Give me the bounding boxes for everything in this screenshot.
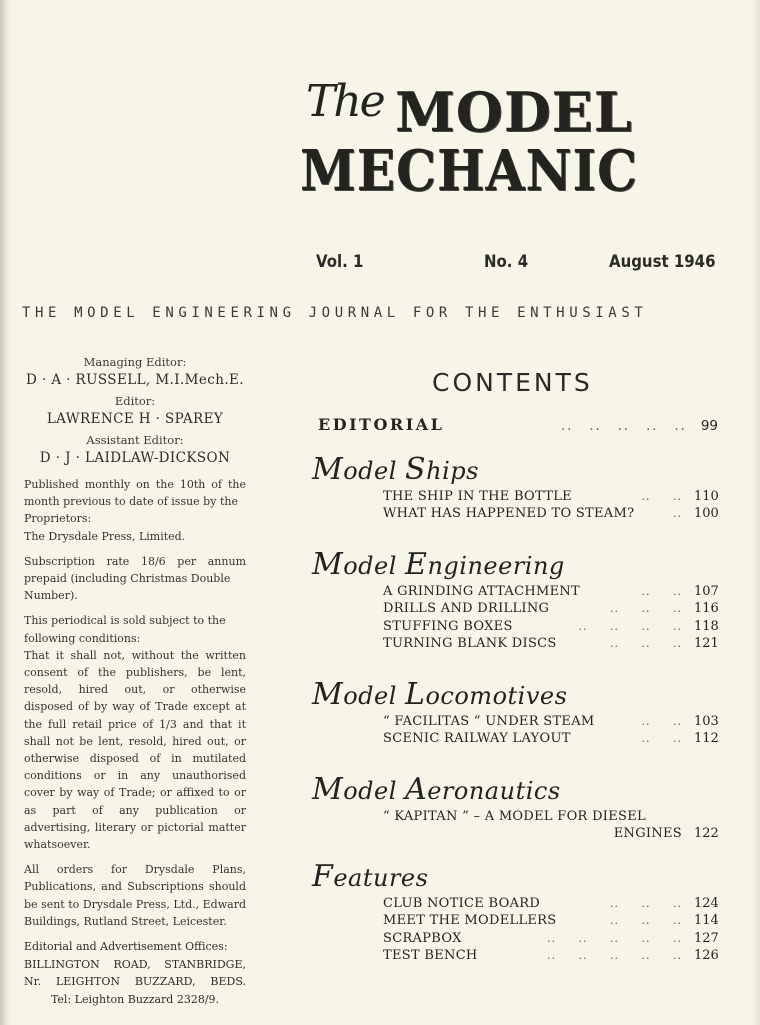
leader-dots: .. .. .. .. ..	[547, 931, 682, 945]
offices-label: Editorial and Advertisement Offices:	[24, 940, 228, 954]
leader-dots: .. ..	[641, 732, 682, 746]
contents-item[interactable]: THE SHIP IN THE BOTTLE .. .. 110	[383, 489, 719, 504]
section-heading: Model Locomotives	[312, 677, 568, 712]
publication-notice: Published monthly on the 10th of the month previous to date of issue by the Proprietors: The Drysdale Press, Limited.	[24, 476, 246, 545]
proprietor-name: The Drysdale Press, Limited.	[24, 529, 186, 543]
contents-item[interactable]: STUFFING BOXES .. .. .. .. 118	[383, 618, 719, 634]
address-line: BILLINGTON ROAD, STANBRIDGE,	[24, 957, 246, 971]
conditions-text: That it shall not, without the written consent of the publishers, be lent, resold, hired out, or otherwise disposed of by way of Trade except at the full retail price of 1/3 and that it shall not be lent, resold, hired out, or otherwise disposed of in mutilated conditions or in any unauthorised cover by way of Trade; or affixed to or as part of any publication or advertising, literary or pictorial matter whatsoever.	[24, 648, 246, 852]
issue-date: August 1946	[609, 252, 716, 272]
section-heading: Model Ships	[312, 452, 479, 487]
staff-name: D · J · LAIDLAW-DICKSON	[39, 450, 231, 466]
page-number: 114	[694, 913, 719, 929]
page-number: 121	[694, 635, 719, 651]
contents-item[interactable]: MEET THE MODELLERS .. .. .. 114	[383, 913, 719, 929]
leader-dots: .. .. .. ..	[578, 619, 682, 633]
subscription-notice: Subscription rate 18/6 per annum prepaid (including Christmas Double Number).	[24, 554, 246, 603]
section-model-engineering	[312, 547, 719, 652]
leader-dots: .. ..	[641, 585, 682, 598]
staff-role: Editor:	[114, 394, 156, 408]
page-binding-shadow	[0, 0, 10, 1025]
masthead-mechanic: MECHANIC	[300, 138, 639, 204]
contents-item[interactable]: TURNING BLANK DISCS .. .. .. 121	[383, 635, 719, 651]
orders-notice: All orders for Drysdale Plans, Publications, and Subscriptions should be sent to Drysdale Press, Ltd., Edward Buildings, Rutland Street, Leicester.	[24, 863, 246, 928]
masthead-info-column	[24, 354, 246, 1008]
page-number: 103	[694, 714, 719, 729]
page-number: 100	[694, 506, 719, 522]
section-heading: Features	[312, 859, 429, 894]
page-number: 118	[694, 618, 719, 634]
page-number: 122	[694, 826, 719, 842]
staff-name: D · A · RUSSELL, M.I.Mech.E.	[26, 372, 244, 388]
masthead-model: MODEL	[395, 80, 633, 144]
page-number: 116	[694, 601, 719, 617]
page-number: 112	[694, 731, 719, 747]
contents-item[interactable]: CLUB NOTICE BOARD .. .. .. 124	[383, 896, 719, 911]
leader-dots: .. .. ..	[610, 897, 682, 910]
contents-title: CONTENTS	[432, 368, 593, 397]
offices-address	[24, 938, 246, 1008]
issue-number: No. 4	[484, 252, 529, 272]
staff-role: Assistant Editor:	[86, 433, 184, 447]
leader-dots: .. .. .. .. ..	[547, 948, 682, 962]
contents-item[interactable]: TEST BENCH .. .. .. .. .. 126	[383, 947, 719, 963]
leader-dots: .. ..	[641, 490, 682, 503]
tagline: THE MODEL ENGINEERING JOURNAL FOR THE ENTHUSIAST	[22, 305, 648, 321]
leader-dots: .. .. ..	[610, 914, 682, 928]
page-number: 127	[694, 930, 719, 946]
page-number: 99	[700, 418, 718, 434]
address-line: Nr. LEIGHTON BUZZARD, BEDS.	[24, 975, 246, 989]
section-features	[312, 859, 719, 964]
masthead-the: The	[306, 76, 384, 127]
contents-item-editorial[interactable]	[318, 415, 718, 434]
contents-item[interactable]: SCENIC RAILWAY LAYOUT .. .. 112	[383, 731, 719, 747]
proprietors-label: Proprietors:	[24, 512, 92, 526]
staff-role: Managing Editor:	[83, 355, 187, 369]
page-number: 124	[694, 896, 719, 911]
section-model-ships	[312, 452, 719, 523]
page-number: 110	[694, 489, 719, 504]
leader-dots: .. .. ..	[610, 636, 682, 650]
contents-item[interactable]: “ KAPITAN ” – A MODEL FOR DIESEL	[383, 809, 646, 824]
leader-dots: .. .. .. .. ..	[560, 419, 687, 434]
contents-item[interactable]: A GRINDING ATTACHMENT .. .. 107	[383, 584, 719, 599]
page-number: 107	[694, 584, 719, 599]
section-model-locomotives	[312, 677, 719, 748]
contents-item-continued[interactable]: ENGINES 122	[613, 826, 719, 842]
page-number: 126	[694, 947, 719, 963]
leader-dots: ..	[673, 507, 682, 521]
section-heading: Model Aeronautics	[312, 772, 561, 807]
contents-item[interactable]: WHAT HAS HAPPENED TO STEAM? .. 100	[383, 506, 719, 522]
leader-dots: .. ..	[641, 715, 682, 728]
page-edge-shadow	[752, 0, 760, 1025]
leader-dots: .. .. ..	[610, 602, 682, 616]
contents-item[interactable]: “ FACILITAS ” UNDER STEAM .. .. 103	[383, 714, 719, 729]
contents-item[interactable]: DRILLS AND DRILLING .. .. .. 116	[383, 601, 719, 617]
staff-name: LAWRENCE H · SPAREY	[46, 411, 224, 427]
masthead	[300, 72, 720, 212]
section-heading: Model Engineering	[312, 547, 565, 582]
telephone: Tel: Leighton Buzzard 2328/9.	[50, 992, 220, 1006]
conditions-notice: This periodical is sold subject to the following conditions: That it shall not, without the written consent of the publishers, be lent, resold, hired out, or otherwise disposed of by way of Trade except at the full retail price of 1/3 and that it shall not be lent, resold, hired out, or otherwise disposed of in mutilated conditions or in any unauthorised cover by way of Trade; or affixed to or as part of any publication or advertising, literary or pictorial matter whatsoever.	[24, 614, 246, 852]
item-title: EDITORIAL	[318, 415, 445, 434]
issue-volume: Vol. 1	[316, 252, 364, 272]
contents-item[interactable]: SCRAPBOX .. .. .. .. .. 127	[383, 930, 719, 946]
section-model-aeronautics	[312, 772, 719, 843]
